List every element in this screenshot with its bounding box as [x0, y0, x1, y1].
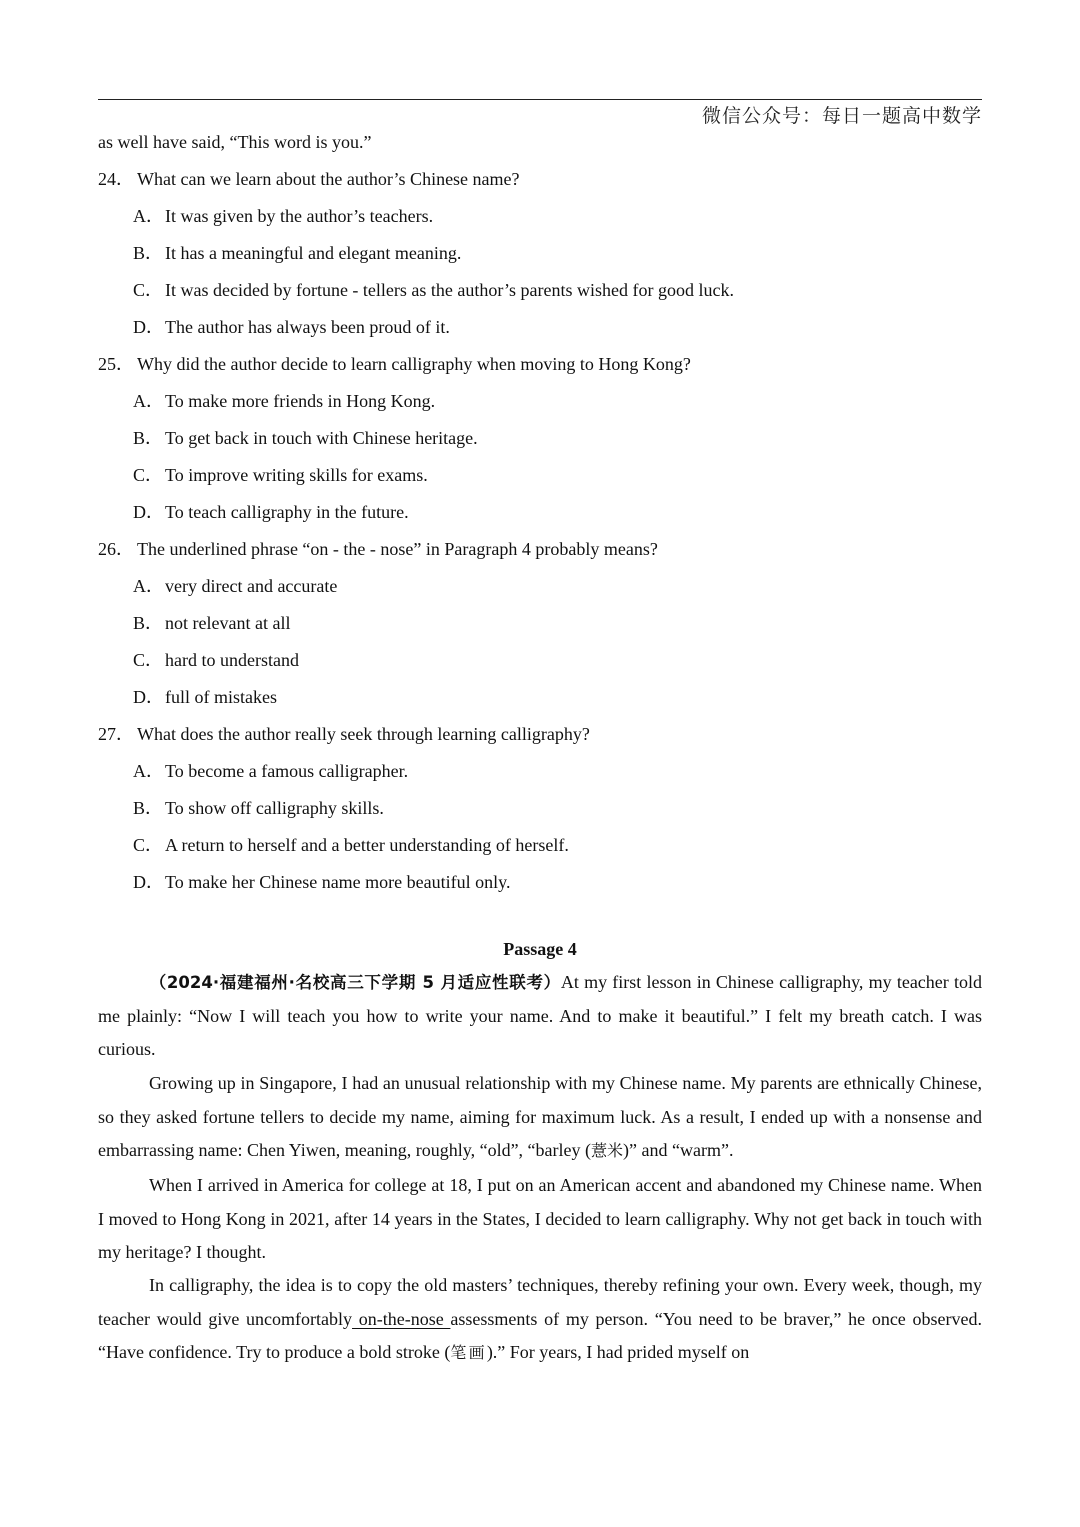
option-d — [98, 869, 982, 895]
question-number: 25． — [98, 354, 134, 374]
option-d — [98, 499, 982, 525]
option-letter: B． — [133, 428, 164, 448]
chinese-gloss: 薏米 — [591, 1141, 624, 1160]
option-text: not relevant at all — [165, 613, 291, 633]
header-divider — [98, 99, 982, 100]
option-text: To make her Chinese name more beautiful only. — [165, 872, 511, 892]
option-text: It has a meaningful and elegant meaning. — [165, 243, 462, 263]
paragraph-text: When I arrived in America for college at 18, I put on an American accent and abandoned my Chinese name. When I moved to Hong Kong in 2021, after 14 years in the States, I decided to learn calligraphy. Why not get back in touch with my heritage? I thought. — [98, 1175, 982, 1262]
intro-line: as well have said, “This word is you.” — [98, 132, 372, 152]
question-number: 26． — [98, 539, 134, 559]
question-number: 27． — [98, 724, 134, 744]
question-text: What does the author really seek through learning calligraphy? — [137, 724, 590, 744]
paragraph-tail: ).” For years, I had prided myself on — [486, 1342, 750, 1362]
passage-paragraph-2 — [98, 1067, 982, 1168]
question-27 — [98, 721, 982, 747]
question-stem — [98, 536, 982, 562]
option-a — [98, 388, 982, 414]
option-b — [98, 425, 982, 451]
underlined-phrase: on-the-nose — [352, 1308, 451, 1329]
passage-paragraph-1 — [98, 966, 982, 1067]
question-text: The underlined phrase “on - the - nose” in Paragraph 4 probably means? — [137, 539, 658, 559]
question-stem — [98, 166, 982, 192]
header-watermark: 微信公众号：每日一题高中数学 — [701, 105, 982, 127]
passage-paragraph-3 — [98, 1169, 982, 1270]
option-letter: C． — [133, 835, 164, 855]
paragraph-text: In calligraphy, the idea is to copy the old masters’ techniques, thereby refining your own. Every week, though, my teacher would give uncomfortably — [98, 1275, 982, 1329]
option-text: full of mistakes — [165, 687, 277, 707]
option-letter: C． — [133, 465, 164, 485]
option-text: The author has always been proud of it. — [165, 317, 450, 337]
option-letter: D． — [133, 687, 164, 707]
chinese-gloss: 笔画 — [450, 1343, 487, 1362]
option-letter: A． — [133, 576, 164, 596]
passage-paragraph-4 — [98, 1269, 982, 1370]
paragraph-tail: )” and “warm”. — [623, 1140, 734, 1160]
question-number: 24． — [98, 169, 134, 189]
option-c — [98, 647, 982, 673]
option-text: To teach calligraphy in the future. — [165, 502, 409, 522]
option-letter: D． — [133, 872, 164, 892]
option-letter: C． — [133, 650, 164, 670]
option-letter: D． — [133, 317, 164, 337]
paragraph-text: At my first lesson in Chinese calligraphy, my teacher told me plainly: “Now I will teach you how to write your name. And to make it beautiful.” I felt my breath catch. I was curious. — [98, 972, 982, 1059]
passage-title: Passage 4 — [503, 939, 577, 959]
question-26 — [98, 536, 982, 562]
option-b — [98, 610, 982, 636]
option-text: To make more friends in Hong Kong. — [165, 391, 436, 411]
option-letter: B． — [133, 613, 164, 633]
option-text: To improve writing skills for exams. — [165, 465, 428, 485]
option-c — [98, 277, 982, 303]
option-text: It was given by the author’s teachers. — [165, 206, 434, 226]
option-b — [98, 795, 982, 821]
option-a — [98, 203, 982, 229]
option-a — [98, 573, 982, 599]
option-text: hard to understand — [165, 650, 299, 670]
option-letter: D． — [133, 502, 164, 522]
option-text: To get back in touch with Chinese heritage. — [165, 428, 478, 448]
option-letter: A． — [133, 761, 164, 781]
option-letter: A． — [133, 206, 164, 226]
question-25 — [98, 351, 982, 377]
option-c — [98, 462, 982, 488]
paragraph-text-continued: assessments of my person. “You need to be braver,” he once observed. “Have confidence. Try to produce a bold stroke ( — [98, 1308, 982, 1362]
option-b — [98, 240, 982, 266]
option-letter: B． — [133, 798, 164, 818]
option-text: very direct and accurate — [165, 576, 338, 596]
question-stem — [98, 351, 982, 377]
question-text: What can we learn about the author’s Chinese name? — [137, 169, 520, 189]
option-d — [98, 684, 982, 710]
option-text: To become a famous calligrapher. — [165, 761, 409, 781]
option-text: To show off calligraphy skills. — [165, 798, 384, 818]
option-text: It was decided by fortune - tellers as the author’s parents wished for good luck. — [165, 280, 735, 300]
question-section — [98, 129, 982, 895]
option-letter: B． — [133, 243, 164, 263]
passage-source: （2024·福建福州·名校高三下学期 5 月适应性联考） — [149, 973, 561, 992]
option-text: A return to herself and a better understanding of herself. — [165, 835, 569, 855]
option-d — [98, 314, 982, 340]
option-a — [98, 758, 982, 784]
question-stem — [98, 721, 982, 747]
option-letter: A． — [133, 391, 164, 411]
paragraph-text: Growing up in Singapore, I had an unusual relationship with my Chinese name. My parents are ethnically Chinese, so they asked fortune tellers to decide my name, aiming for maximum luck. As a result, I ended up with a nonsense and embarrassing name: Chen Yiwen, meaning, roughly, “old”, “barley ( — [98, 1073, 982, 1160]
question-24 — [98, 166, 982, 192]
question-text: Why did the author decide to learn calligraphy when moving to Hong Kong? — [137, 354, 691, 374]
option-letter: C． — [133, 280, 164, 300]
option-c — [98, 832, 982, 858]
